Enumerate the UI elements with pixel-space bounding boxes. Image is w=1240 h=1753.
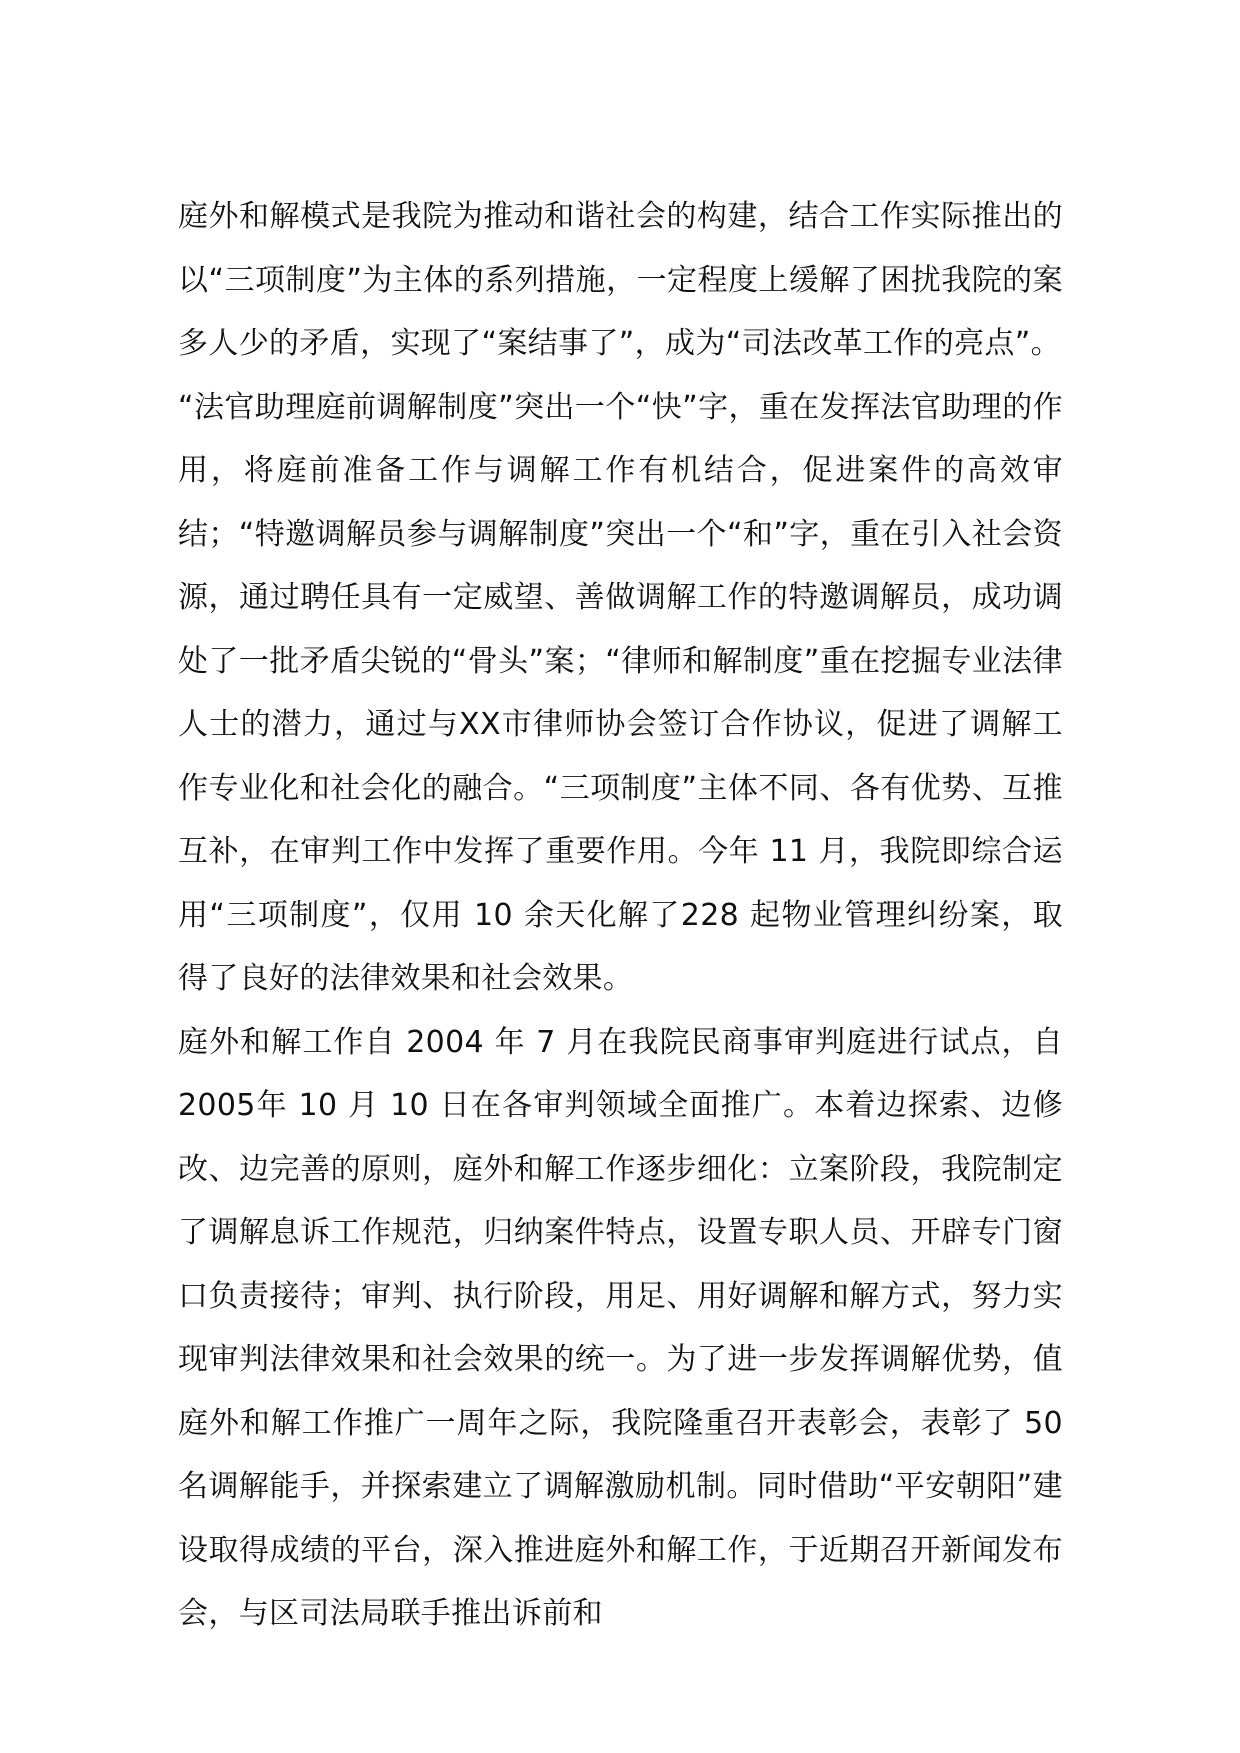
paragraph-implementation: 庭外和解工作自 2004 年 7 月在我院民商事审判庭进行试点，自 2005年 10 月 10 日在各审判领域全面推广。本着边探索、边修改、边完善的原则，庭外和解工作逐步细化：立案阶段，我院制定了调解息诉工作规范，归纳案件特点，设置专职人员、开辟专门窗口负责接待；审判、执行阶段，用足、用好调解和解方式，努力实现审判法律效果和社会效果的统一。为了进一步发挥调解优势，值庭外和解工作推广一周年之际，我院隆重召开表彰会，表彰了 50 名调解能手，并探索建立了调解激励机制。同时借助“平安朝阳”建设取得成绩的平台，深入推进庭外和解工作，于近期召开新闻发布会，与区司法局联手推出诉前和	[178, 1024, 1063, 1631]
paragraph-three-systems: “法官助理庭前调解制度”突出一个“快”字，重在发挥法官助理的作用，将庭前准备工作与调解工作有机结合，促进案件的高效审结；“特邀调解员参与调解制度”突出一个“和”字，重在引入社会资源，通过聘任具有一定威望、善做调解工作的特邀调解员，成功调处了一批矛盾尖锐的“骨头”案；“律师和解制度”重在挖掘专业法律人士的潜力，通过与XX市律师协会签订合作协议，促进了调解工作专业化和社会化的融合。“三项制度”主体不同、各有优势、互推互补，在审判工作中发挥了重要作用。今年 11 月，我院即综合运用“三项制度”，仅用 10 余天化解了228 起物业管理纠纷案，取得了良好的法律效果和社会效果。	[178, 389, 1063, 996]
paragraph-intro: 庭外和解模式是我院为推动和谐社会的构建，结合工作实际推出的以“三项制度”为主体的系列措施，一定程度上缓解了困扰我院的案多人少的矛盾，实现了“案结事了”，成为“司法改革工作的亮点”。	[178, 199, 1063, 361]
document-body	[178, 185, 1063, 1646]
